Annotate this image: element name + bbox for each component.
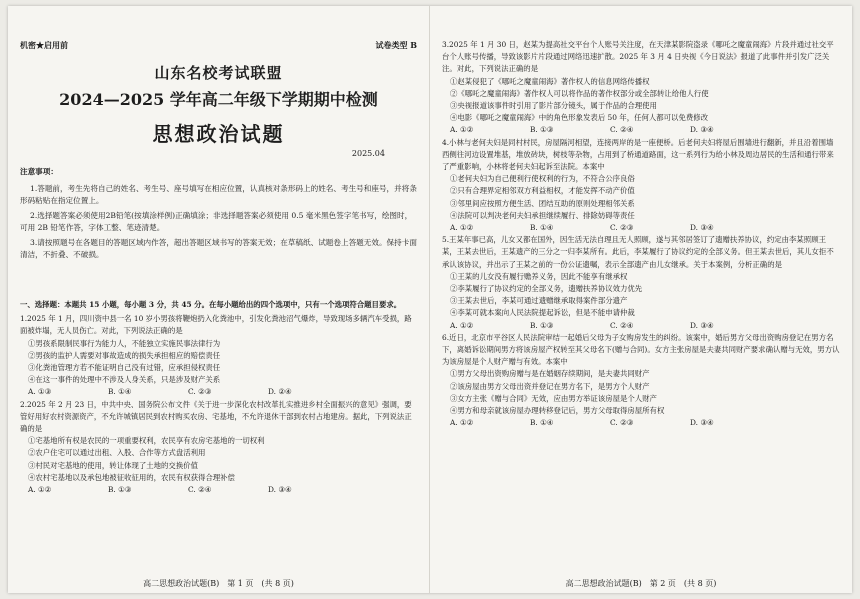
statement: ①男方父母出资购房赠与是在婚姻存续期间，是夫妻共同财产 (450, 369, 650, 379)
choice-a: A. ①② (28, 485, 52, 495)
statement: ②《哪吒之魔童闹海》著作权人可以将作品的著作权部分或全部转让给他人行使 (450, 88, 709, 98)
choice-b: B. ①④ (530, 418, 554, 428)
choice-a: A. ①② (450, 125, 474, 135)
page-1 (8, 6, 430, 593)
choice-a: A. ①② (450, 223, 474, 233)
statement: ②该房屋由男方父母出资并登记在男方名下，是男方个人财产 (450, 381, 650, 391)
exam-sheet (8, 6, 852, 593)
questions-right (442, 39, 840, 430)
statement: ②只有合理界定相邻双方利益相权，才能发挥不动产价值 (450, 186, 635, 196)
org-title: 山东名校考试联盟 (154, 64, 283, 82)
choice-c: C. ②④ (610, 320, 634, 330)
statement: ③邻里间应按照方便生活、团结互助的原则处理相邻关系 (450, 198, 635, 208)
answer-choices (20, 484, 417, 496)
question-1 (20, 313, 417, 398)
statement: ①宅基地所有权是农民的一项重要权利，农民享有农房宅基地的一切权利 (28, 436, 265, 446)
section-heading: 一、选择题：本题共 15 小题，每小题 3 分，共 45 分。在每小题给出的四个选项中，只有一个选项符合题目要求。 (20, 300, 402, 309)
choice-c: C. ②④ (188, 485, 212, 495)
statement: ①赵某侵犯了《哪吒之魔童闹海》著作权人的信息网络传播权 (450, 76, 650, 86)
question-5 (442, 234, 840, 332)
question-stem: 6.近日，北京市平谷区人民法院审结一起婚后父母为子女购房发生的纠纷。该案中，婚后男方父母出资购房登记在男方名下，离婚诉讼期间男方将该房屋产权转至其父母名下(赠与合同)。女方主张房屋是夫妻共同财产要求确认赠与无效，男方认为该房屋是个人财产赠与有效。本案中 (442, 332, 840, 367)
statement: ④在这一事件的处理中不涉及人身关系，只是涉及财产关系 (28, 375, 221, 385)
statement: ④电影《哪吒之魔童闹海》中的角色形象发表后 50 年，任何人都可以免费修改 (450, 113, 708, 123)
statement: ③王某去世后，李某可通过遗赠继承取得案件部分遗产 (450, 296, 628, 306)
question-stem: 4.小林与老何夫妇是同村村民，房屋隔河相望，连接两岸的是一座便桥。后老何夫妇将屋后围墙进行翻新，并且沿着围墙西侧往河边设置堆基，堆放砖块，树枝等杂物，占用到了桥通道路面，这一系列行为给小林及周边居民的生活和通行带来了严重影响，小林将老何夫妇起诉至法院。本案中 (442, 137, 834, 172)
notes-block (20, 166, 417, 264)
statement: ①王某的儿女没有履行赡养义务，因此不能享有继承权 (450, 271, 628, 281)
header-line (20, 40, 417, 51)
exam-titles (20, 62, 417, 147)
choice-d: D. ③④ (690, 320, 714, 330)
statement: ②男孩的监护人需要对事故造成的损失承担相应的赔偿责任 (28, 350, 221, 360)
page-footer: 高二思想政治试题(B) 第 1 页 (共 8 页) (143, 579, 294, 588)
statement: ②李某履行了协议约定的全部义务，遗赠扶养协议效力优先 (450, 284, 643, 294)
choice-c: C. ②③ (610, 223, 634, 233)
question-stem: 5.王某年事已高，儿女又都在国外，因生活无法自理且无人照顾，遂与其邻居签订了遗赠扶养协议，约定由李某照顾王某，王某去世后，王某遗产的三分之一归李某所有。此后，李某履行了协议约定的全部义务。但王某去世后，其儿女拒不承认该协议，并出示了王某之前的一份公证遗嘱，表示全部遗产由儿女继承。关于本案例，分析正确的是 (442, 235, 834, 269)
answer-choices (20, 386, 417, 398)
page-footer: 高二思想政治试题(B) 第 2 页 (共 8 页) (565, 579, 717, 588)
note-item: 1.答题前，考生先将自己的姓名、考生号、座号填写在相应位置，认真核对条形码上的姓名、考生号和座号，并将条形码粘贴在指定位置上。 (20, 184, 417, 205)
statement: ④男方和母亲就该房屋办理转移登记后，男方父母取得房屋所有权 (450, 406, 665, 416)
choice-a: A. ①② (450, 418, 474, 428)
subject-title: 思想政治试题 (152, 122, 285, 146)
choice-b: B. ①③ (530, 320, 554, 330)
choice-d: D. ③④ (268, 485, 292, 495)
secret-label: 机密★启用前 (20, 40, 68, 50)
choice-d: D. ②④ (268, 387, 292, 397)
statement: ④农村宅基地以及承包地被征收征用的，农民有权获得合理补偿 (28, 472, 235, 482)
note-item: 3.请按照题号在各题目的答题区域内作答，超出答题区域书写的答案无效；在草稿纸、试题卷上答题无效。保持卡面清洁，不折叠、不破损。 (20, 238, 417, 259)
choice-b: B. ①③ (530, 125, 554, 135)
choice-d: D. ③④ (690, 418, 714, 428)
statement: ③村民对宅基地的使用，转让体现了土地的交换价值 (28, 460, 198, 470)
statement: ④法院可以判决老何夫妇承担继续履行、排除妨碍等责任 (450, 210, 635, 220)
answer-choices (442, 124, 840, 136)
statement: ③央视报道该事件时引用了影片部分镜头，属于作品的合理使用 (450, 101, 657, 111)
choice-a: A. ①② (450, 320, 474, 330)
paper-type: 试卷类型 B (375, 40, 417, 50)
exam-title: 2024—2025 学年高二年级下学期期中检测 (59, 90, 378, 109)
choice-c: C. ②③ (610, 418, 634, 428)
statement: ③化粪池管理方若不能证明自己没有过错，应承担侵权责任 (28, 363, 221, 373)
choice-a: A. ①③ (28, 387, 52, 397)
questions-left (20, 299, 417, 496)
question-stem: 2.2025 年 2 月 23 日，中共中央、国务院公布文件《关于进一步深化农村改革扎实推进乡村全面振兴的意见》强调，要管好用好农村资源资产，不允许城镇居民到农村购买农房、宅基地，不允许退休干部到农村占地建房。据此，下列说法正确的是 (20, 399, 412, 434)
question-6 (442, 332, 840, 430)
answer-choices (442, 417, 840, 429)
statement: ③女方主张《赠与合同》无效，应由男方举证该房屋是个人财产 (450, 393, 657, 403)
choice-c: C. ②④ (610, 125, 634, 135)
note-item: 2.选择题答案必须使用2B铅笔(按填涂样例)正确填涂；非选择题答案必须使用 0.5 毫米黑色签字笔书写，绘图时，可用 2B 铅笔作答，字体工整、笔迹清楚。 (20, 211, 413, 232)
statement: ①老何夫妇为自己便利行使权利的行为，不符合公序良俗 (450, 174, 635, 184)
choice-b: B. ①④ (108, 387, 132, 397)
choice-d: D. ③④ (690, 223, 714, 233)
question-2 (20, 399, 417, 497)
choice-b: B. ①④ (530, 223, 554, 233)
choice-c: C. ②③ (188, 387, 212, 397)
statement: ②农户住宅可以通过出租、入股、合作等方式盘活利用 (28, 448, 206, 458)
notes-heading: 注意事项： (20, 167, 58, 176)
answer-choices (442, 320, 840, 332)
question-stem: 3.2025 年 1 月 30 日，赵某为提高社交平台个人账号关注度，在天津某影院盗录《哪吒之魔童闹海》片段并通过社交平台个人账号传播，导致该影片片段通过网络迅速扩散。2025 年 3 月 4 日央视《今日说法》报道了此事件并引发广泛关注。对此，下列说法正确的是 (442, 40, 834, 74)
question-4 (442, 137, 840, 235)
statement: ①男孩系限制民事行为能力人，不能独立实施民事法律行为 (28, 338, 221, 348)
choice-d: D. ③④ (690, 125, 714, 135)
question-3 (442, 39, 840, 137)
answer-choices (442, 222, 840, 234)
exam-date: 2025.04 (351, 149, 385, 158)
statement: ④李某可就本案向人民法院提起诉讼，但是不能申请仲裁 (450, 308, 635, 318)
page-2 (430, 6, 852, 593)
question-stem: 1.2025 年 1 月，四川资中县一名 10 岁小男孩将鞭炮扔入化粪池中，引发化粪池沼气爆炸，导致现场多辆汽车受损，路面被炸塌，无人员伤亡。对此，下列说法正确的是 (20, 314, 412, 336)
choice-b: B. ①③ (108, 485, 132, 495)
